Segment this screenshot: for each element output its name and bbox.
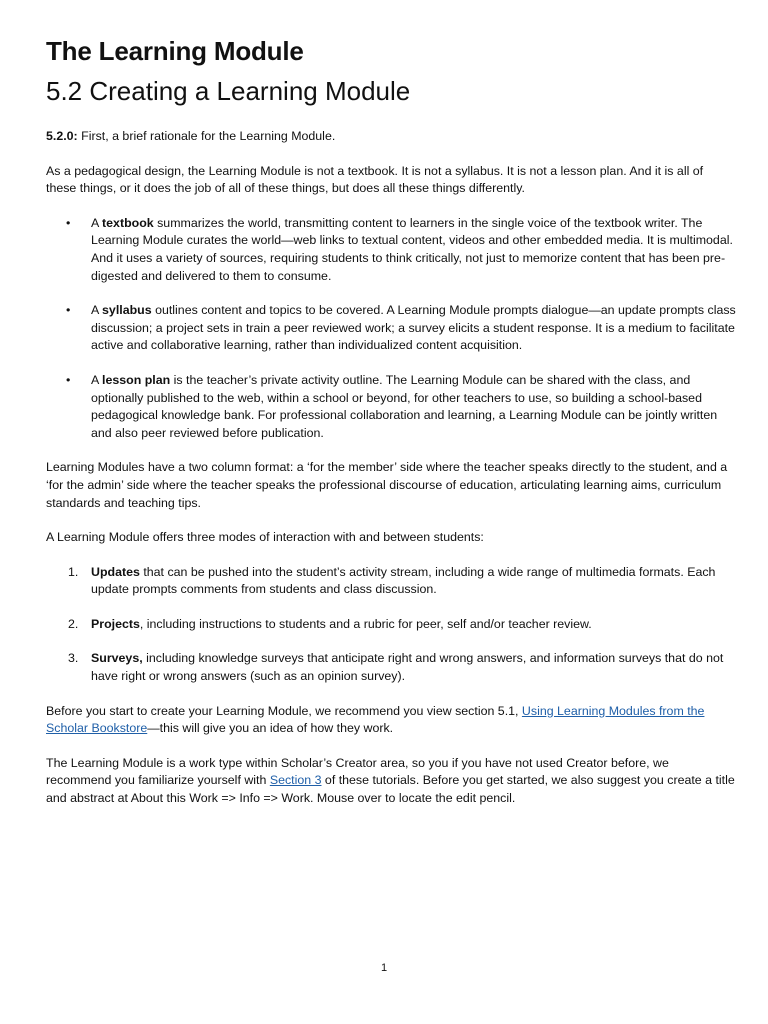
mode-item-projects — [46, 616, 736, 634]
creator-text-after: of these tutorials. Before you get started, we also suggest you create a title and abstract at About this Work => Info => Work. Mouse over to locate the edit pencil. — [46, 773, 735, 806]
mode-item-updates — [46, 564, 736, 599]
modes-list — [46, 564, 736, 686]
list-number: 2. — [68, 616, 79, 631]
recommend-paragraph — [46, 703, 736, 738]
scholar-bookstore-link[interactable]: Using Learning Modules from the Scholar Bookstore — [46, 703, 705, 736]
section-3-link[interactable]: Section 3 — [269, 773, 322, 788]
list-item-prefix: A — [91, 215, 103, 230]
recommend-text: Before you start to create your Learning Module, we recommend you view section 5.1, — [46, 703, 522, 718]
list-item-syllabus — [46, 302, 736, 355]
term-surveys: Surveys, — [91, 651, 143, 666]
mode-text: that can be pushed into the student’s activity stream, including a wide range of multimedia formats. Each update prompts comments from students and class discussion. — [91, 564, 716, 597]
recommend-text-after: —this will give you an idea of how they work. — [147, 721, 394, 736]
list-item-lesson-plan — [46, 372, 736, 442]
intro-label: 5.2.0: — [46, 129, 78, 143]
bullet-icon: • — [66, 303, 71, 318]
document-body — [46, 128, 736, 825]
term-textbook: textbook — [102, 215, 154, 230]
page-number: 1 — [380, 962, 388, 974]
list-item-prefix: A — [91, 372, 103, 387]
list-number: 3. — [68, 651, 79, 666]
bullet-icon: • — [66, 372, 71, 387]
list-item-prefix: A — [91, 303, 103, 318]
list-item-text: summarizes the world, transmitting content to learners in the single voice of the textbook writer. The Learning Module curates the world—web links to textual content, videos and other embedded media. It is multimodal. And it uses a variety of sources, requiring students to think critically, not just to memorize content that has been pre-digested and delivered to them to consume. — [91, 215, 733, 283]
list-number: 1. — [68, 564, 79, 579]
term-lesson-plan: lesson plan — [102, 372, 171, 387]
bullet-icon: • — [66, 215, 71, 230]
term-projects: Projects — [91, 616, 140, 631]
section-heading: 5.2 Creating a Learning Module — [46, 76, 411, 106]
intro-paragraph — [46, 128, 736, 146]
mode-text: , including instructions to students and a rubric for peer, self and/or teacher review. — [139, 616, 592, 631]
creator-text: The Learning Module is a work type within Scholar’s Creator area, so you if you have not used Creator before, we recommend you familiarize yourself with — [46, 755, 669, 788]
mode-item-surveys — [46, 650, 736, 685]
intro-text: First, a brief rationale for the Learning Module. — [77, 129, 336, 143]
list-item-textbook — [46, 215, 736, 285]
list-item-text: outlines content and topics to be covered. A Learning Module prompts dialogue—an update prompts class discussion; a project sets in train a peer reviewed work; a survey elicits a student response. It is a medium to facilitate active and collaborative learning, rather than individualized content acquisition. — [91, 303, 736, 353]
modes-intro-paragraph: A Learning Module offers three modes of interaction with and between students: — [46, 530, 484, 545]
page-title: The Learning Module — [46, 36, 304, 66]
rationale-paragraph: As a pedagogical design, the Learning Module is not a textbook. It is not a syllabus. It is not a lesson plan. And it is all of these things, or it does the job of all of these things, but does all these things differently. — [46, 163, 704, 196]
term-updates: Updates — [91, 564, 140, 579]
mode-text: including knowledge surveys that anticipate right and wrong answers, and information surveys that do not have right or wrong answers (such as an opinion survey). — [91, 651, 724, 684]
list-item-text: is the teacher’s private activity outline. The Learning Module can be shared with the class, and optionally published to the web, within a school or beyond, for other teachers to use, so building a school-based pedagogical knowledge bank. For professional collaboration and learning, a Learning Module can be jointly written and also peer reviewed before publication. — [91, 372, 718, 440]
term-syllabus: syllabus — [102, 303, 152, 318]
format-paragraph: Learning Modules have a two column format: a ‘for the member’ side where the teacher speaks directly to the student, and a ‘for the admin’ side where the teacher speaks the professional discourse of education, articulating learning aims, curriculum standards and teaching tips. — [46, 460, 728, 510]
comparison-list — [46, 215, 736, 443]
creator-paragraph — [46, 755, 736, 808]
